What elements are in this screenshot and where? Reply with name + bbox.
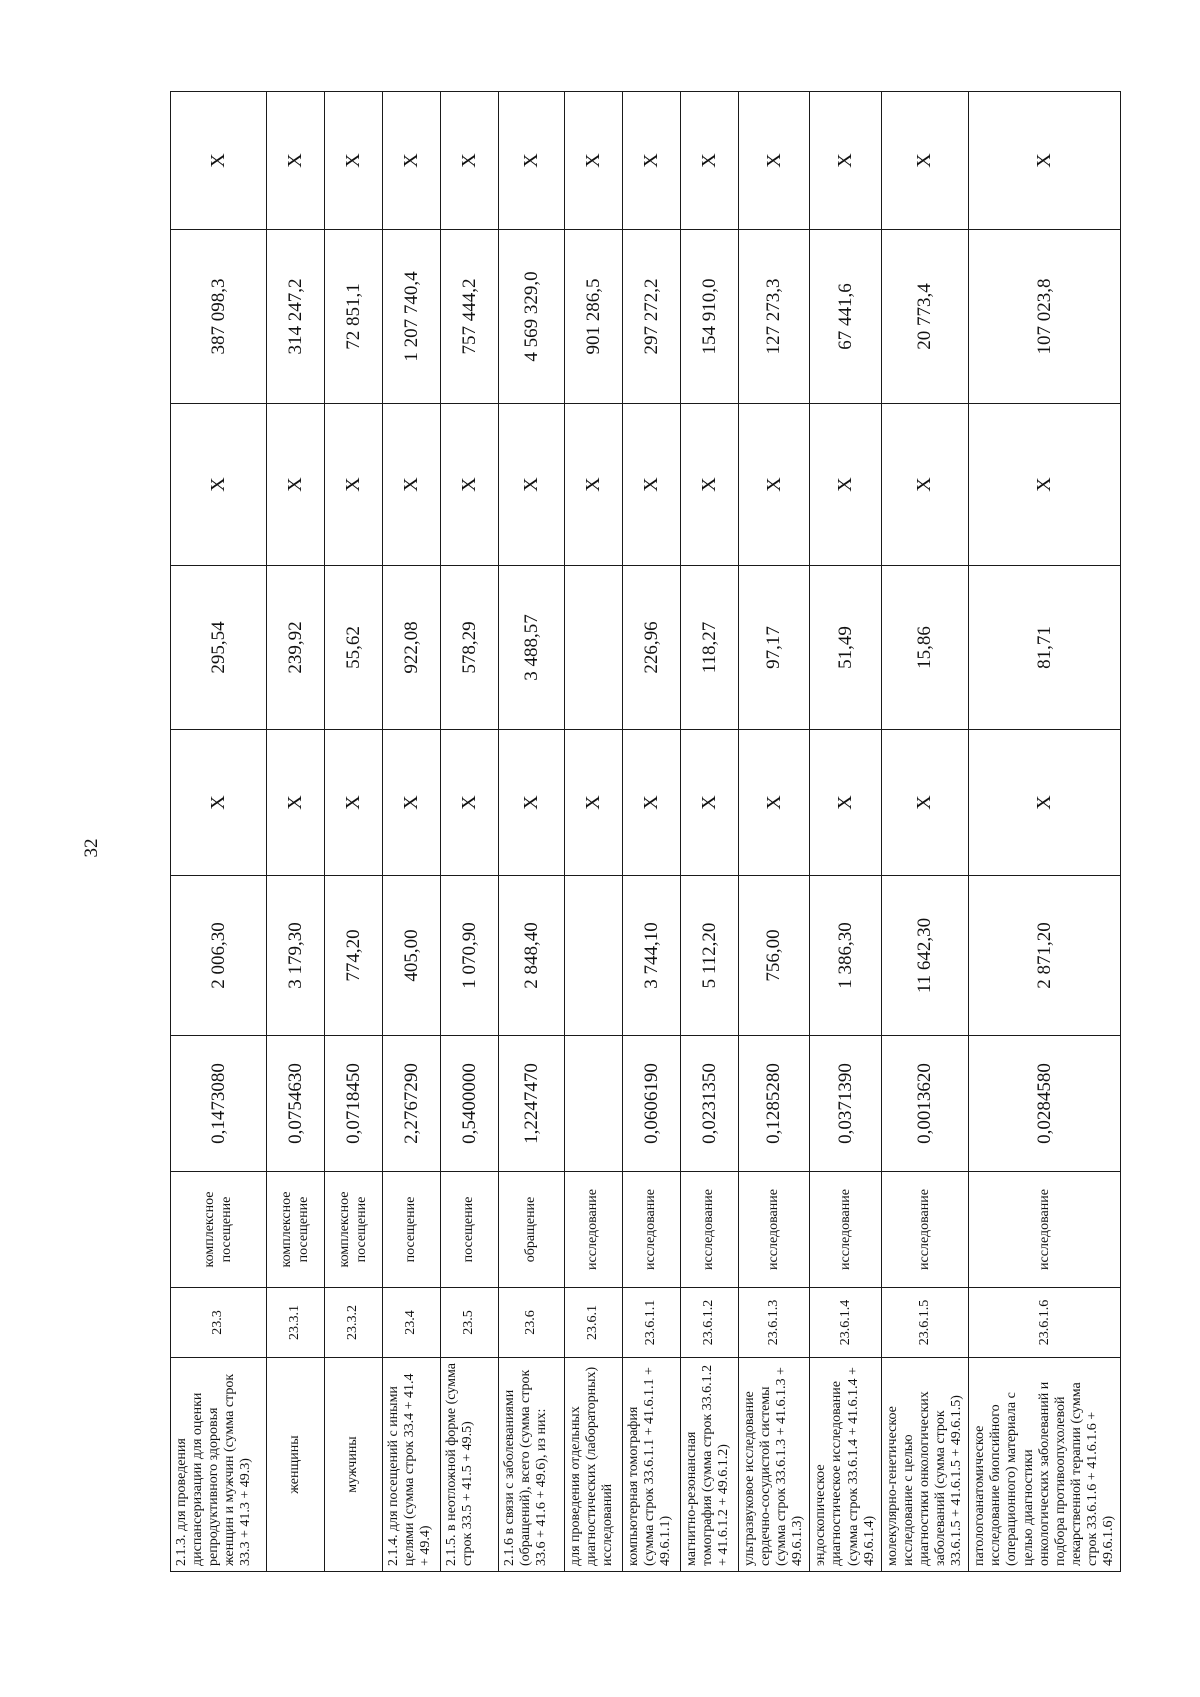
row-cost: 405,00 xyxy=(383,876,441,1036)
row-total: 757 444,2 xyxy=(441,230,499,404)
row-x-mark: X xyxy=(267,404,325,566)
row-x-mark: X xyxy=(267,730,325,876)
row-cost xyxy=(565,876,623,1036)
row-x-mark: X xyxy=(171,404,267,566)
row-norm: 0,1473080 xyxy=(171,1036,267,1172)
row-norm: 0,5400000 xyxy=(441,1036,499,1172)
row-norm: 0,0284580 xyxy=(969,1036,1121,1172)
row-cost: 774,20 xyxy=(325,876,383,1036)
row-total: 72 851,1 xyxy=(325,230,383,404)
row-name: 2.1.5. в неотложной форме (сумма строк 33.5 + 41.5 + 49.5) xyxy=(441,1358,499,1572)
row-norm: 1,2247470 xyxy=(499,1036,565,1172)
row-total: 1 207 740,4 xyxy=(383,230,441,404)
row-name: 2.1.3. для проведения диспансеризации для оценки репродуктивного здоровья женщин и мужчин (сумма строк 33.3 + 41.3 + 49.3) xyxy=(171,1358,267,1572)
row-total: 154 910,0 xyxy=(681,230,739,404)
row-norm: 2,2767290 xyxy=(383,1036,441,1172)
table-row xyxy=(325,92,383,1572)
row-per-capita: 226,96 xyxy=(623,566,681,730)
row-x-mark: X xyxy=(810,404,881,566)
row-cost: 11 642,30 xyxy=(881,876,968,1036)
row-unit: исследование xyxy=(681,1172,739,1288)
row-code: 23.3 xyxy=(171,1288,267,1358)
row-x-mark: X xyxy=(681,404,739,566)
row-code: 23.6.1 xyxy=(565,1288,623,1358)
table-row xyxy=(969,92,1121,1572)
row-norm: 0,0754630 xyxy=(267,1036,325,1172)
row-unit: исследование xyxy=(881,1172,968,1288)
row-unit: комплексное посещение xyxy=(325,1172,383,1288)
row-name: молекулярно-генетическое исследование с целью диагностики онкологических заболеваний (сумма строк 33.6.1.5 + 41.6.1.5 + 49.6.1.5) xyxy=(881,1358,968,1572)
row-norm xyxy=(565,1036,623,1172)
row-code: 23.6.1.3 xyxy=(739,1288,810,1358)
row-name: 2.1.4. для посещений с иными целями (сумма строк 33.4 + 41.4 + 49.4) xyxy=(383,1358,441,1572)
row-cost: 2 006,30 xyxy=(171,876,267,1036)
row-x-mark: X xyxy=(441,730,499,876)
row-cost: 1 070,90 xyxy=(441,876,499,1036)
table-body xyxy=(171,92,1121,1572)
row-x-mark: X xyxy=(681,730,739,876)
row-x-mark: X xyxy=(623,404,681,566)
table-row xyxy=(681,92,739,1572)
row-per-capita xyxy=(565,566,623,730)
row-name: компьютерная томография (сумма строк 33.6.1.1 + 41.6.1.1 + 49.6.1.1) xyxy=(623,1358,681,1572)
row-norm: 0,0013620 xyxy=(881,1036,968,1172)
row-name: патологоанатомическое исследование биопсийного (операционного) материала с целью диагностики онкологических заболеваний и подбора противоопухолевой лекарственной терапии (сумма строк 33.6.1.6 + 41.6.1.6 + 49.6.1.6) xyxy=(969,1358,1121,1572)
row-x-mark: X xyxy=(739,404,810,566)
row-total: 4 569 329,0 xyxy=(499,230,565,404)
row-total: 107 023,8 xyxy=(969,230,1121,404)
row-x-mark: X xyxy=(565,404,623,566)
table-row xyxy=(171,92,267,1572)
row-name: женщины xyxy=(267,1358,325,1572)
row-x-mark: X xyxy=(325,404,383,566)
financing-table xyxy=(170,91,1121,1572)
row-per-capita: 3 488,57 xyxy=(499,566,565,730)
table-row xyxy=(565,92,623,1572)
row-cost: 756,00 xyxy=(739,876,810,1036)
row-x-mark: X xyxy=(565,92,623,230)
row-code: 23.6.1.1 xyxy=(623,1288,681,1358)
table-row xyxy=(383,92,441,1572)
row-total: 20 773,4 xyxy=(881,230,968,404)
row-x-mark: X xyxy=(441,92,499,230)
table-container xyxy=(170,92,1116,1572)
row-name: для проведения отдельных диагностических (лабораторных) исследований xyxy=(565,1358,623,1572)
row-x-mark: X xyxy=(810,730,881,876)
row-total: 297 272,2 xyxy=(623,230,681,404)
row-cost: 3 179,30 xyxy=(267,876,325,1036)
row-code: 23.6.1.6 xyxy=(969,1288,1121,1358)
row-per-capita: 295,54 xyxy=(171,566,267,730)
row-x-mark: X xyxy=(623,92,681,230)
row-unit: комплексное посещение xyxy=(171,1172,267,1288)
row-x-mark: X xyxy=(969,730,1121,876)
row-unit: комплексное посещение xyxy=(267,1172,325,1288)
row-x-mark: X xyxy=(881,730,968,876)
row-norm: 0,0606190 xyxy=(623,1036,681,1172)
row-x-mark: X xyxy=(171,730,267,876)
row-norm: 0,1285280 xyxy=(739,1036,810,1172)
row-unit: обращение xyxy=(499,1172,565,1288)
row-unit: исследование xyxy=(565,1172,623,1288)
row-x-mark: X xyxy=(739,730,810,876)
row-x-mark: X xyxy=(681,92,739,230)
row-x-mark: X xyxy=(623,730,681,876)
row-x-mark: X xyxy=(171,92,267,230)
row-norm: 0,0371390 xyxy=(810,1036,881,1172)
row-code: 23.3.1 xyxy=(267,1288,325,1358)
row-per-capita: 118,27 xyxy=(681,566,739,730)
table-row xyxy=(623,92,681,1572)
row-total: 67 441,6 xyxy=(810,230,881,404)
row-unit: исследование xyxy=(739,1172,810,1288)
row-x-mark: X xyxy=(383,404,441,566)
row-unit: исследование xyxy=(810,1172,881,1288)
row-per-capita: 97,17 xyxy=(739,566,810,730)
row-code: 23.6.1.2 xyxy=(681,1288,739,1358)
page-number: 32 xyxy=(81,838,102,858)
row-per-capita: 51,49 xyxy=(810,566,881,730)
table-row xyxy=(739,92,810,1572)
row-x-mark: X xyxy=(969,404,1121,566)
row-name: 2.1.6 в связи с заболеваниями (обращений), всего (сумма строк 33.6 + 41.6 + 49.6), из них: xyxy=(499,1358,565,1572)
row-total: 901 286,5 xyxy=(565,230,623,404)
row-name: эндоскопическое диагностическое исследование (сумма строк 33.6.1.4 + 41.6.1.4 + 49.6.1.4) xyxy=(810,1358,881,1572)
table-row xyxy=(441,92,499,1572)
row-unit: посещение xyxy=(441,1172,499,1288)
row-cost: 1 386,30 xyxy=(810,876,881,1036)
row-cost: 5 112,20 xyxy=(681,876,739,1036)
row-x-mark: X xyxy=(881,404,968,566)
row-code: 23.6.1.5 xyxy=(881,1288,968,1358)
row-cost: 2 848,40 xyxy=(499,876,565,1036)
row-unit: исследование xyxy=(623,1172,681,1288)
row-total: 314 247,2 xyxy=(267,230,325,404)
row-name: ультразвуковое исследование сердечно-сосудистой системы (сумма строк 33.6.1.3 + 41.6.1.3 + 49.6.1.3) xyxy=(739,1358,810,1572)
row-code: 23.5 xyxy=(441,1288,499,1358)
row-norm: 0,0231350 xyxy=(681,1036,739,1172)
row-total: 127 273,3 xyxy=(739,230,810,404)
row-x-mark: X xyxy=(881,92,968,230)
row-x-mark: X xyxy=(499,730,565,876)
row-total: 387 098,3 xyxy=(171,230,267,404)
row-x-mark: X xyxy=(383,730,441,876)
row-code: 23.4 xyxy=(383,1288,441,1358)
row-name: мужчины xyxy=(325,1358,383,1572)
row-code: 23.6 xyxy=(499,1288,565,1358)
row-x-mark: X xyxy=(499,92,565,230)
row-norm: 0,0718450 xyxy=(325,1036,383,1172)
table-row xyxy=(881,92,968,1572)
row-code: 23.3.2 xyxy=(325,1288,383,1358)
row-x-mark: X xyxy=(325,92,383,230)
table-row xyxy=(810,92,881,1572)
row-cost: 3 744,10 xyxy=(623,876,681,1036)
row-per-capita: 15,86 xyxy=(881,566,968,730)
row-x-mark: X xyxy=(441,404,499,566)
row-x-mark: X xyxy=(739,92,810,230)
row-x-mark: X xyxy=(499,404,565,566)
row-unit: исследование xyxy=(969,1172,1121,1288)
row-x-mark: X xyxy=(383,92,441,230)
row-code: 23.6.1.4 xyxy=(810,1288,881,1358)
table-row xyxy=(499,92,565,1572)
row-x-mark: X xyxy=(565,730,623,876)
row-name: магнитно-резонансная томография (сумма строк 33.6.1.2 + 41.6.1.2 + 49.6.1.2) xyxy=(681,1358,739,1572)
row-x-mark: X xyxy=(325,730,383,876)
row-per-capita: 81,71 xyxy=(969,566,1121,730)
row-per-capita: 239,92 xyxy=(267,566,325,730)
row-per-capita: 578,29 xyxy=(441,566,499,730)
row-x-mark: X xyxy=(969,92,1121,230)
row-x-mark: X xyxy=(810,92,881,230)
table-row xyxy=(267,92,325,1572)
row-unit: посещение xyxy=(383,1172,441,1288)
row-x-mark: X xyxy=(267,92,325,230)
row-per-capita: 55,62 xyxy=(325,566,383,730)
row-per-capita: 922,08 xyxy=(383,566,441,730)
row-cost: 2 871,20 xyxy=(969,876,1121,1036)
